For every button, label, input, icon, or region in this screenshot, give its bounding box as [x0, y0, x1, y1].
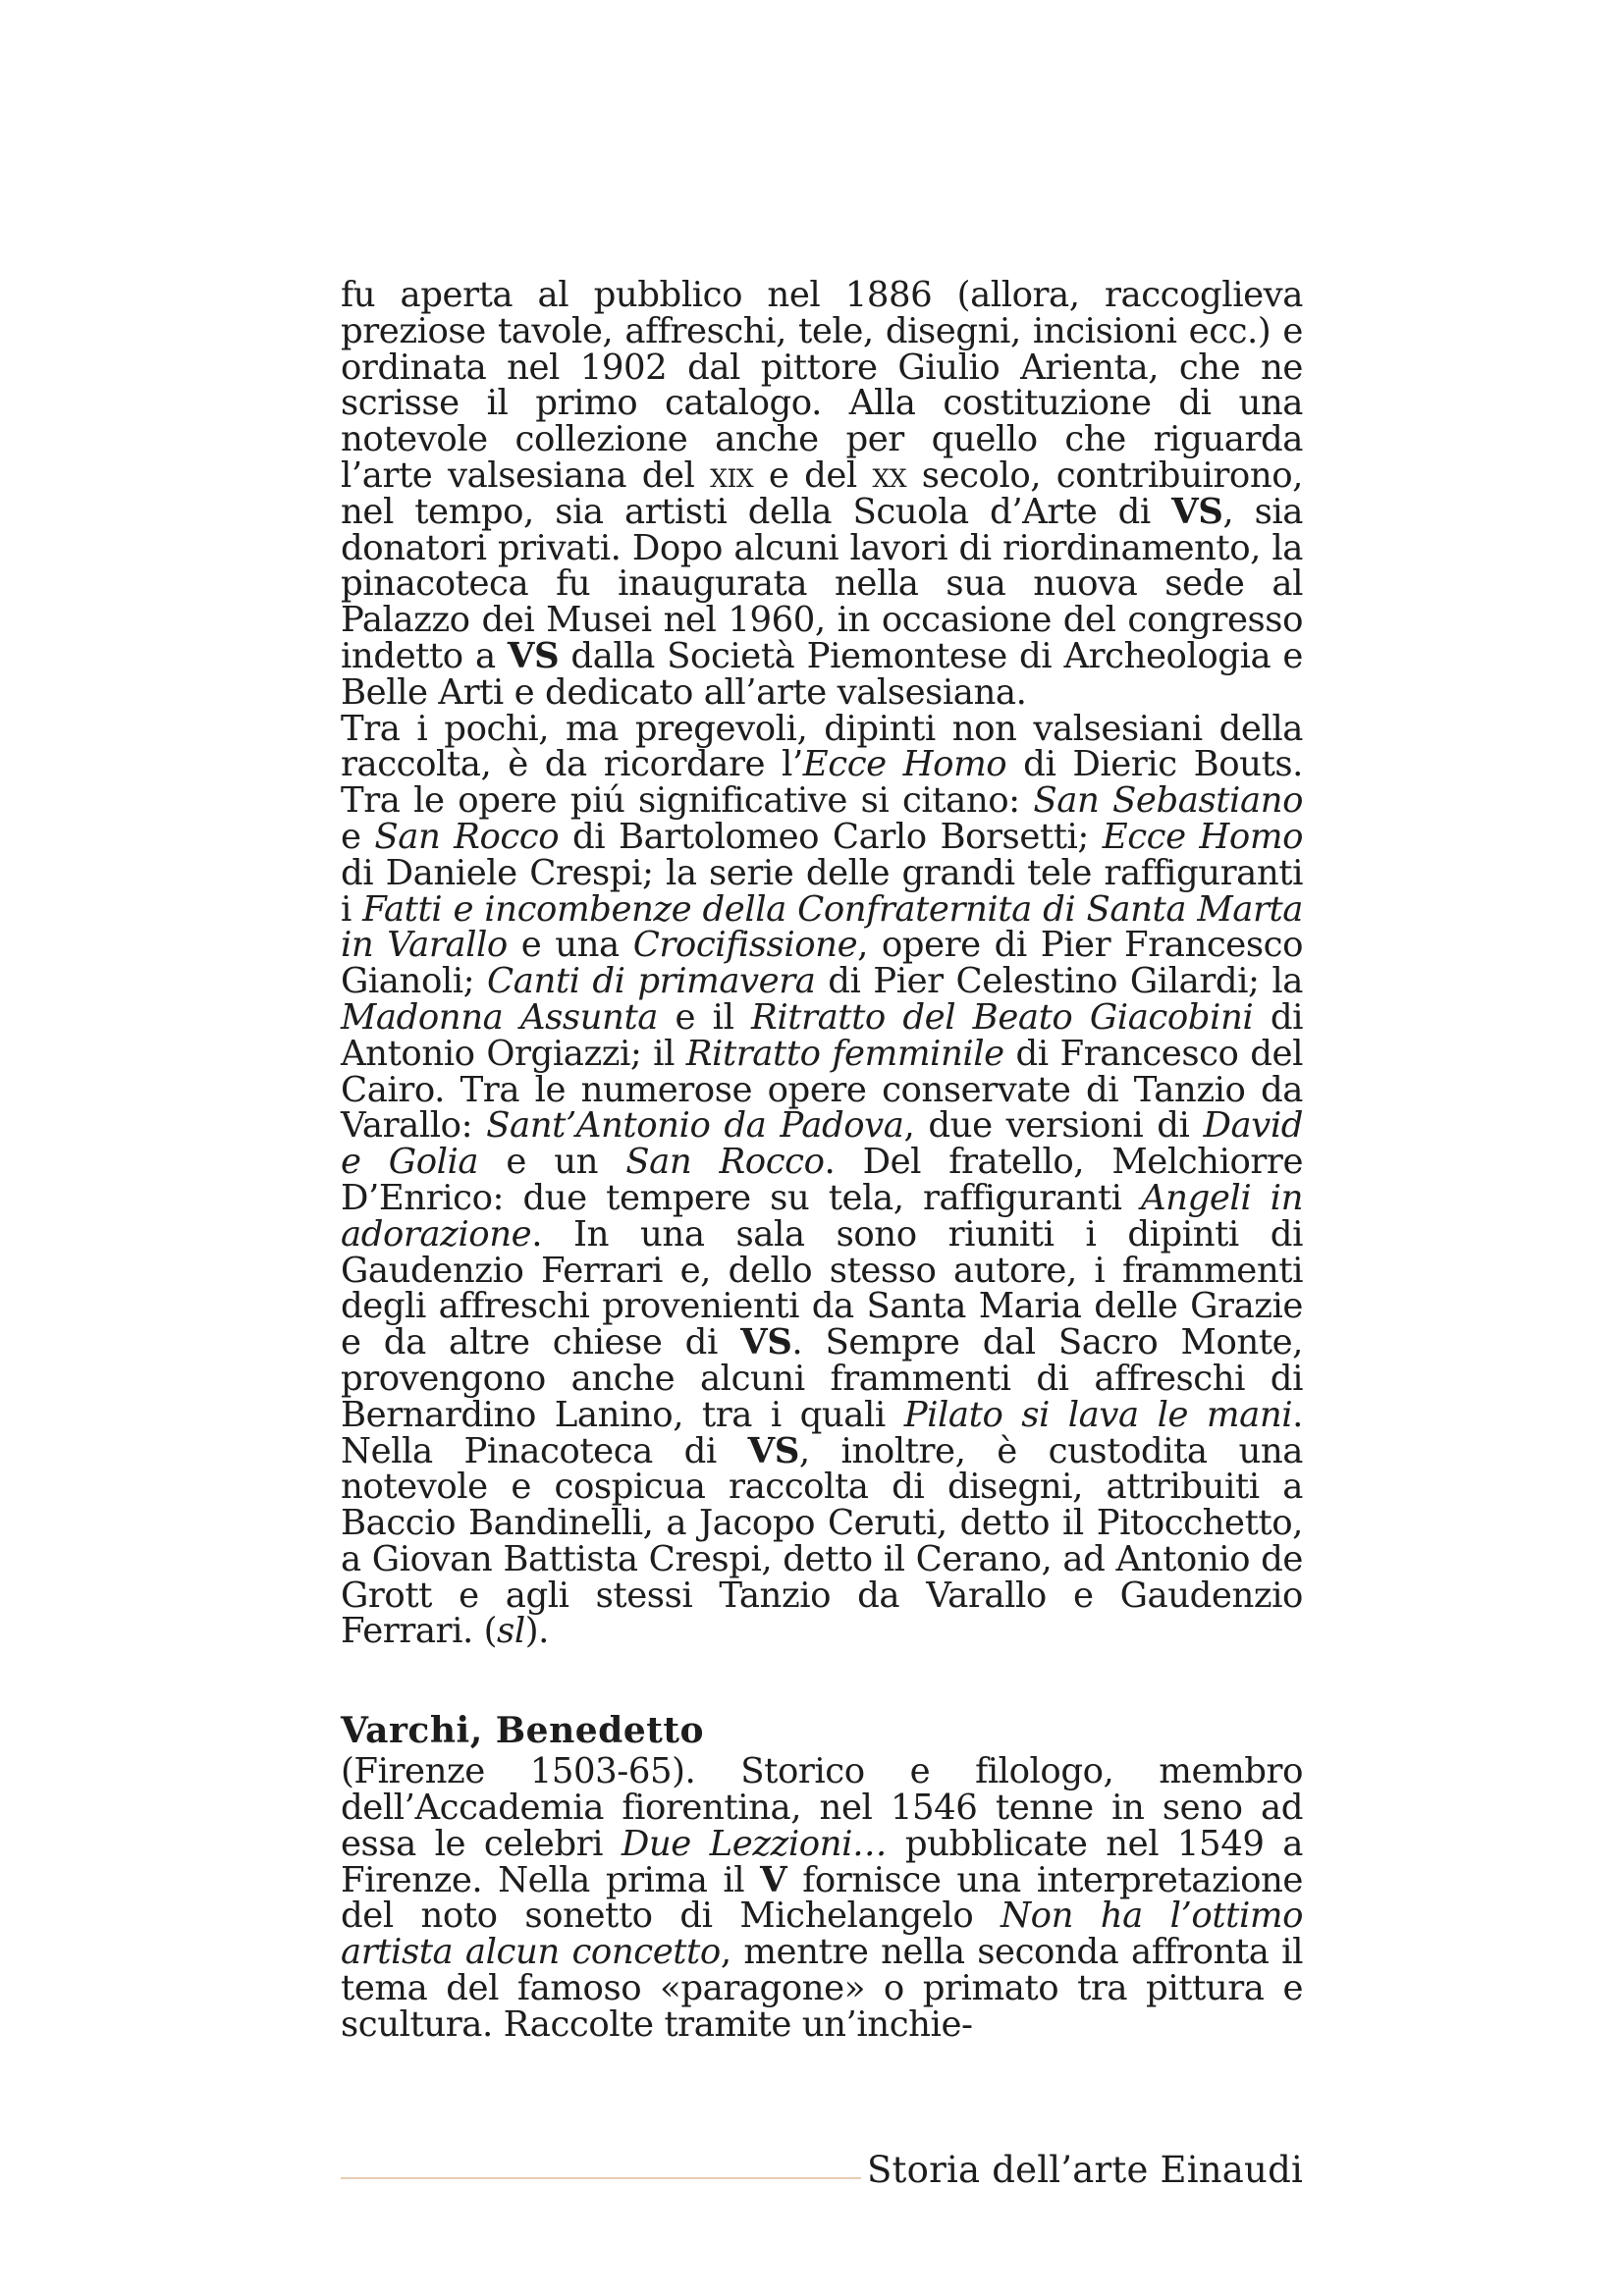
text-segment: Tra i pochi, ma pregevoli, dipinti non valsesiani della raccolta, è da ricordare l’ [341, 708, 1303, 785]
italic-title: Fatti e incombenze della Confraternita di Santa Marta in Varallo [341, 888, 1303, 966]
text-segment: , sia donatori privati. Dopo alcuni lavori di riordinamento, la pinacoteca fu inaugurata nella sua nuova sede al Palazzo dei Musei nel 1960, in occasione del congresso indetto a [341, 491, 1303, 676]
italic-title: Ecce Homo [1102, 816, 1303, 857]
text-segment: di Francesco del Cairo. Tra le numerose opere conservate di Tanzio da Varallo: [341, 1033, 1303, 1147]
text-segment: , inoltre, è custodita una notevole e cospicua raccolta di disegni, attribuiti a Baccio Bandinelli, a Jacopo Ceruti, detto il Pitocchetto, a Giovan Battista Crespi, detto il Cerano, ad Antonio de Grott e agli stessi Tanzio da Varallo e Gaudenzio Ferrari. ( [341, 1430, 1303, 1652]
italic-title: San Rocco [625, 1142, 825, 1183]
text-segment: fu aperta al pubblico nel 1886 (allora, raccoglieva preziose tavole, affreschi, tele, disegni, incisioni ecc.) e ordinata nel 1902 dal pittore Giulio Arienta, che ne scrisse il primo catalogo. Alla costituzione di una notevole collezione anche per quello che riguarda l’arte valsesiana del [341, 275, 1303, 496]
italic-title: Madonna Assunta [341, 996, 658, 1038]
roman-numeral: xix [710, 454, 754, 496]
page-footer [341, 2149, 1303, 2192]
footer-rule [341, 2177, 861, 2179]
italic-title: David e Golia [341, 1105, 1304, 1183]
italic-title: Sant’Antonio da Padova [486, 1105, 904, 1147]
text-segment: , opere di Pier Francesco Gianoli; [341, 925, 1303, 1002]
text-segment: di Pier Celestino Gilardi; la [815, 961, 1303, 1002]
italic-title: Non ha l’ottimo artista alcun concetto [341, 1896, 1304, 1973]
italic-title: Due Lezzioni… [621, 1823, 888, 1864]
text-segment: e [341, 816, 375, 857]
text-segment: pubblicate nel 1549 a Firenze. Nella prima il [341, 1823, 1303, 1900]
italic-title: Angeli in adorazione [341, 1177, 1303, 1255]
italic-title: Ritratto del Beato Giacobini [751, 996, 1254, 1038]
text-segment: fornisce una interpretazione del noto sonetto di Michelangelo [341, 1859, 1303, 1937]
italic-title: sl [497, 1611, 525, 1652]
text-segment: e il [658, 996, 752, 1038]
text-segment: , due versioni di [903, 1105, 1204, 1147]
italic-title: Pilato si lava le mani [903, 1394, 1293, 1435]
bold-abbreviation: V [760, 1859, 787, 1900]
text-segment: ). [524, 1611, 549, 1652]
bold-abbreviation: VS [740, 1322, 792, 1363]
text-segment: . Del fratello, Melchiorre D’Enrico: due tempere su tela, raffiguranti [341, 1142, 1304, 1218]
text-segment: (Firenze 1503-65). Storico e filologo, membro dell’Accademia fiorentina, nel 1546 tenne in seno ad essa le celebri [341, 1751, 1303, 1864]
text-segment: e del [753, 454, 873, 496]
abbreviation-vs: VS [1171, 491, 1223, 532]
entry-body [341, 1751, 1304, 2045]
italic-title: Ritratto femminile [685, 1033, 1004, 1074]
text-segment: . In una sala sono riuniti i dipinti di Gaudenzio Ferrari e, dello stesso autore, i frammenti degli affreschi provenienti da Santa Maria delle Grazie e da altre chiese di [341, 1213, 1303, 1363]
text-segment: . Nella Pinacoteca di [341, 1394, 1303, 1471]
italic-title: San Sebastiano [1033, 780, 1303, 822]
text-segment: di Dieric Bouts. Tra le opere piú significative si citano: [341, 744, 1303, 822]
text-segment: secolo, contribuirono, nel tempo, sia artisti della Scuola d’Arte di [341, 454, 1303, 532]
text-segment: . Sempre dal Sacro Monte, provengono anche alcuni frammenti di affreschi di Bernardino Lanino, tra i quali [341, 1322, 1303, 1435]
body-paragraph-2 [341, 708, 1304, 1652]
text-segment: di Daniele Crespi; la serie delle grandi tele raffiguranti i [341, 852, 1303, 930]
entry-title: Varchi, Benedetto [341, 1710, 705, 1752]
text-segment: , mentre nella seconda affronta il tema del famoso «paragone» o primato tra pittura e scultura. Raccolte tramite un’inchie- [341, 1932, 1303, 2045]
footer-publication-title: Storia dell’arte Einaudi [867, 2149, 1303, 2191]
abbreviation-vs: VS [507, 635, 560, 676]
text-segment: dalla Società Piemontese di Archeologia e Belle Arti e dedicato all’arte valsesiana. [341, 635, 1303, 713]
italic-title: San Rocco [374, 816, 560, 857]
page-content [341, 275, 1304, 2045]
text-segment: di Antonio Orgiazzi; il [341, 996, 1303, 1074]
text-segment: di Bartolomeo Carlo Borsetti; [559, 816, 1103, 857]
bold-abbreviation: VS [747, 1430, 799, 1471]
italic-title: Canti di primavera [487, 961, 816, 1002]
text-segment: e un [478, 1142, 626, 1183]
roman-numeral: xx [872, 454, 907, 496]
text-segment: e una [507, 925, 633, 966]
body-paragraph-1 [341, 275, 1303, 713]
italic-title: Crocifissione [632, 925, 858, 966]
italic-title: Ecce Homo [802, 744, 1007, 785]
